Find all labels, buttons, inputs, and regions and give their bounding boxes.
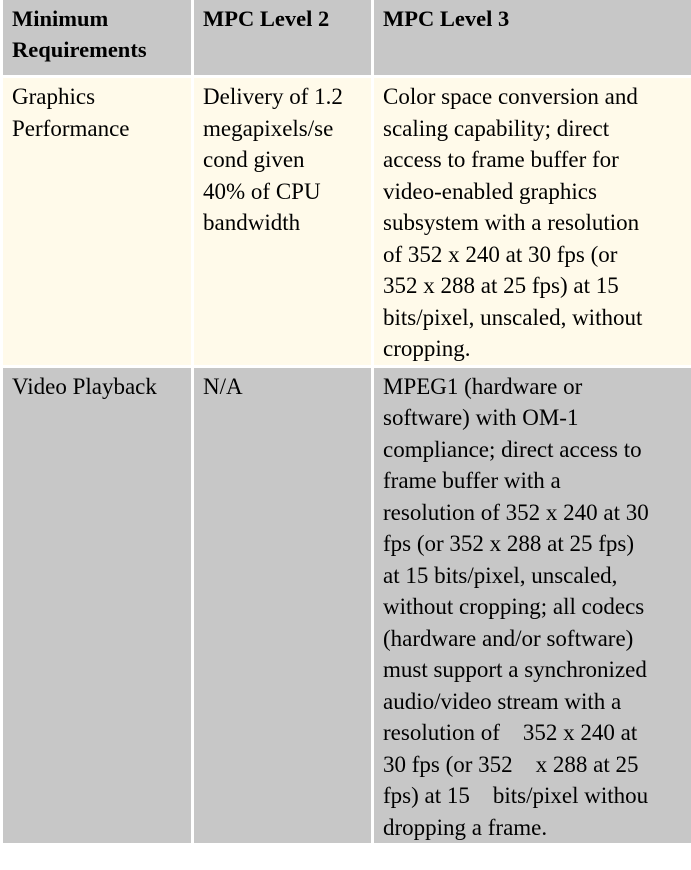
text-line: cropping. [383,336,471,361]
text-line: megapixels/se [203,115,334,141]
text-line: bandwidth [203,210,301,235]
text-line: N/A [203,373,243,399]
text-line: software) with OM-1 [383,405,579,430]
text-line: MPC Level 2 [203,6,330,31]
text-line: Video Playback [12,373,157,399]
cell-level3 [374,78,691,365]
cell-level2 [194,368,371,844]
text-line: frame buffer with a [383,468,561,493]
text-line: 40% of CPU [203,178,321,204]
text-line: Delivery of 1.2 [203,84,343,109]
cell-requirement [3,78,191,365]
cell-level3 [374,368,691,844]
text-line: audio/video stream with a [383,688,622,714]
text-line: dropping a frame. [383,814,548,840]
text-line: Performance [12,115,130,141]
text-line: (hardware and/or software) [383,625,634,651]
text-line: MPC Level 3 [383,6,510,31]
table-row [3,78,691,365]
cell-requirement [3,368,191,844]
text-line: of 352 x 240 at 30 fps (or [383,241,618,267]
text-line: Minimum [12,6,109,31]
text-line: resolution of 352 x 240 at 30 [383,499,649,525]
text-line: at 15 bits/pixel, unscaled, [383,562,618,588]
text-line: Graphics [12,84,96,109]
text-line: without cropping; all codecs [383,594,645,619]
text-line: cond given [203,147,305,172]
table-header-row [3,0,691,75]
text-line: 30 fps (or 352 x 288 at 25 [383,751,639,777]
text-line: compliance; direct access to [383,436,642,462]
text-line: Color space conversion and [383,84,638,109]
text-line: MPEG1 (hardware or [383,373,583,399]
header-mpc-level-3 [374,0,691,75]
text-line: resolution of 352 x 240 at [383,720,638,745]
table-row [3,368,691,844]
text-line: access to frame buffer for [383,147,619,172]
text-line: Requirements [12,37,147,62]
text-line: 352 x 288 at 25 fps) at 15 [383,273,619,298]
text-line: subsystem with a resolution [383,210,640,235]
header-mpc-level-2 [194,0,371,75]
cell-level2 [194,78,371,365]
text-line: fps (or 352 x 288 at 25 fps) [383,531,635,556]
text-line: must support a synchronized [383,657,647,682]
header-minimum-requirements [3,0,191,75]
text-line: scaling capability; direct [383,115,610,141]
text-line: fps) at 15 bits/pixel withou [383,783,649,808]
text-line: bits/pixel, unscaled, without [383,304,643,330]
text-line: video-enabled graphics [383,178,597,204]
